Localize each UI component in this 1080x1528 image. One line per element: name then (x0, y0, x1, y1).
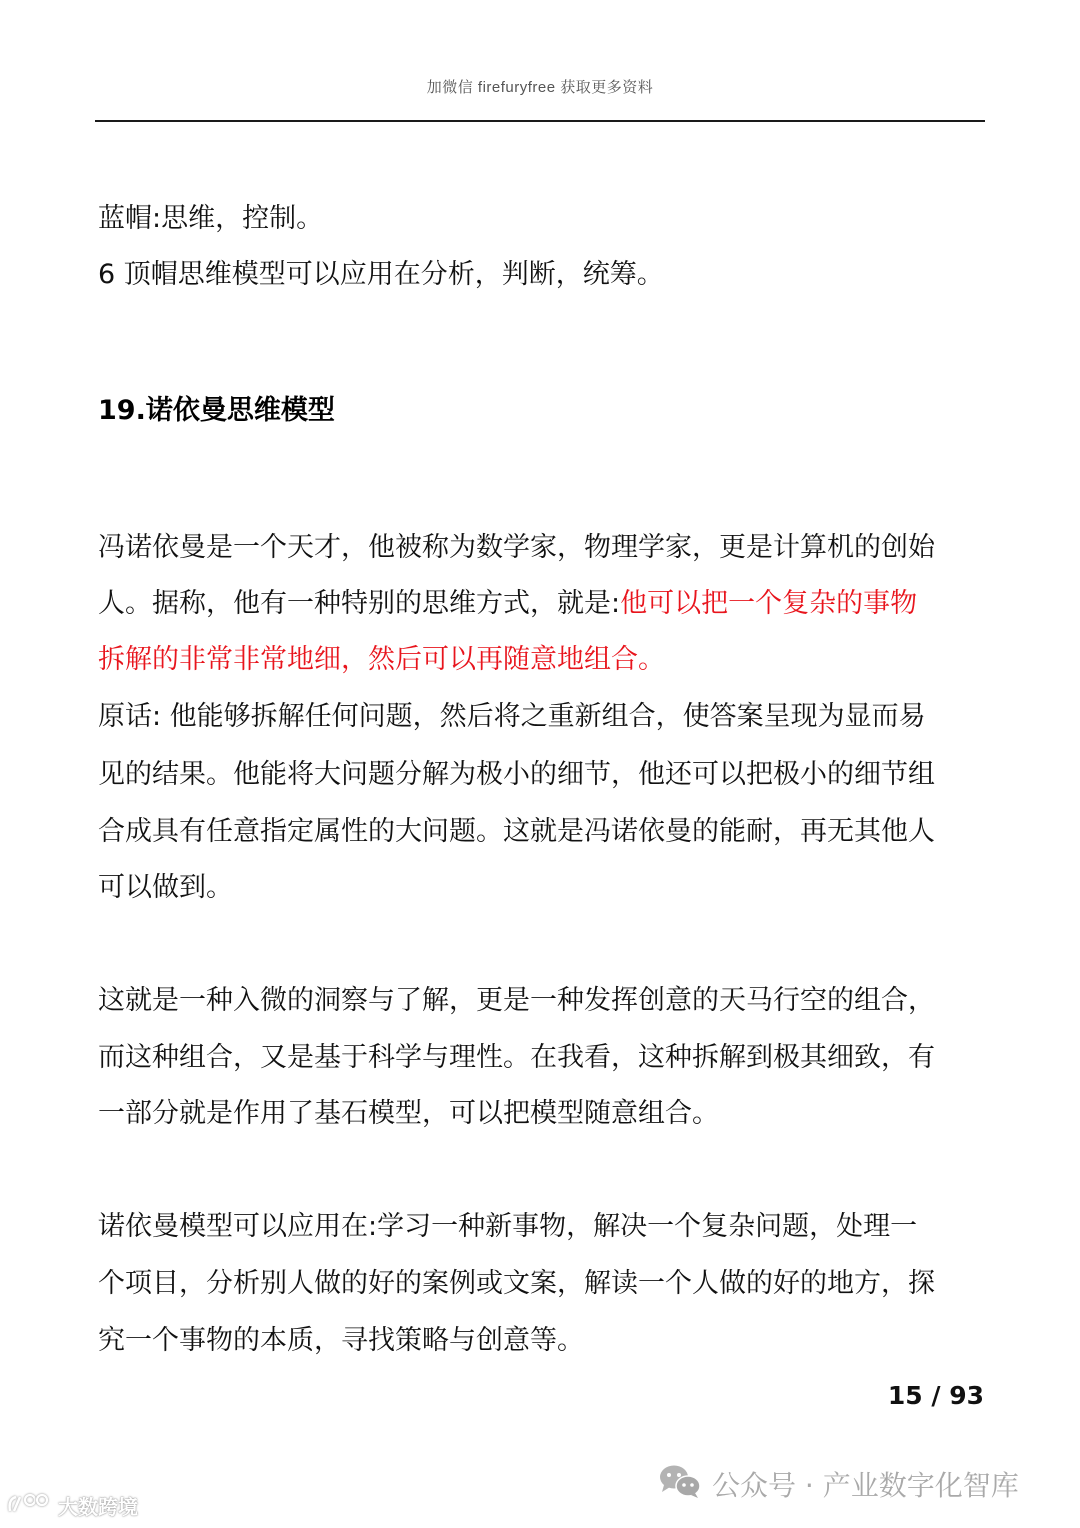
page-number: 15 / 93 (887, 1381, 984, 1410)
paragraph-line: 这就是一种入微的洞察与了解，更是一种发挥创意的天马行空的组合， (98, 985, 935, 1016)
public-account-text: 公众号 · 产业数字化智库 (712, 1469, 1019, 1502)
paragraph-line (98, 587, 988, 621)
dashuju-watermark (6, 1491, 138, 1519)
paragraph-line: 原话: 他能够拆解任何问题，然后将之重新组合，使答案呈现为显而易 (98, 701, 926, 732)
paragraph-line: 个项目，分析别人做的好的案例或文案，解读一个人做的好的地方，探 (98, 1268, 935, 1299)
paragraph-line: 合成具有任意指定属性的大问题。这就是冯诺依曼的能耐，再无其他人 (98, 816, 935, 847)
header-divider (95, 120, 985, 122)
intro-line-blue-hat: 蓝帽:思维，控制。 (98, 203, 324, 234)
paragraph-line: 诺依曼模型可以应用在:学习一种新事物，解决一个复杂问题，处理一 (98, 1211, 918, 1242)
dashuju-logo-icon (6, 1491, 52, 1520)
highlighted-text: 他可以把一个复杂的事物 (620, 588, 918, 619)
dashuju-text: 大数跨境 (58, 1494, 138, 1519)
paragraph-line: 一部分就是作用了基石模型，可以把模型随意组合。 (98, 1098, 719, 1129)
header-watermark-text: 加微信 firefuryfree 获取更多资料 (426, 79, 654, 96)
public-account-watermark (658, 1464, 1019, 1504)
paragraph-line: 可以做到。 (98, 872, 233, 903)
section-heading: 19.诺依曼思维模型 (98, 395, 335, 426)
wechat-icon (658, 1463, 702, 1506)
paragraph-line: 见的结果。他能将大问题分解为极小的细节，他还可以把极小的细节组 (98, 759, 935, 790)
highlighted-line: 拆解的非常非常地细，然后可以再随意地组合。 (98, 644, 665, 675)
paragraph-text: 人。据称，他有一种特别的思维方式，就是: (98, 588, 621, 619)
intro-line-six-hats-usage: 6 顶帽思维模型可以应用在分析，判断，统筹。 (98, 259, 664, 290)
paragraph-line: 究一个事物的本质，寻找策略与创意等。 (98, 1325, 584, 1356)
paragraph-line: 冯诺依曼是一个天才，他被称为数学家，物理学家，更是计算机的创始 (98, 532, 935, 563)
paragraph-line: 而这种组合，又是基于科学与理性。在我看，这种拆解到极其细致，有 (98, 1042, 935, 1073)
